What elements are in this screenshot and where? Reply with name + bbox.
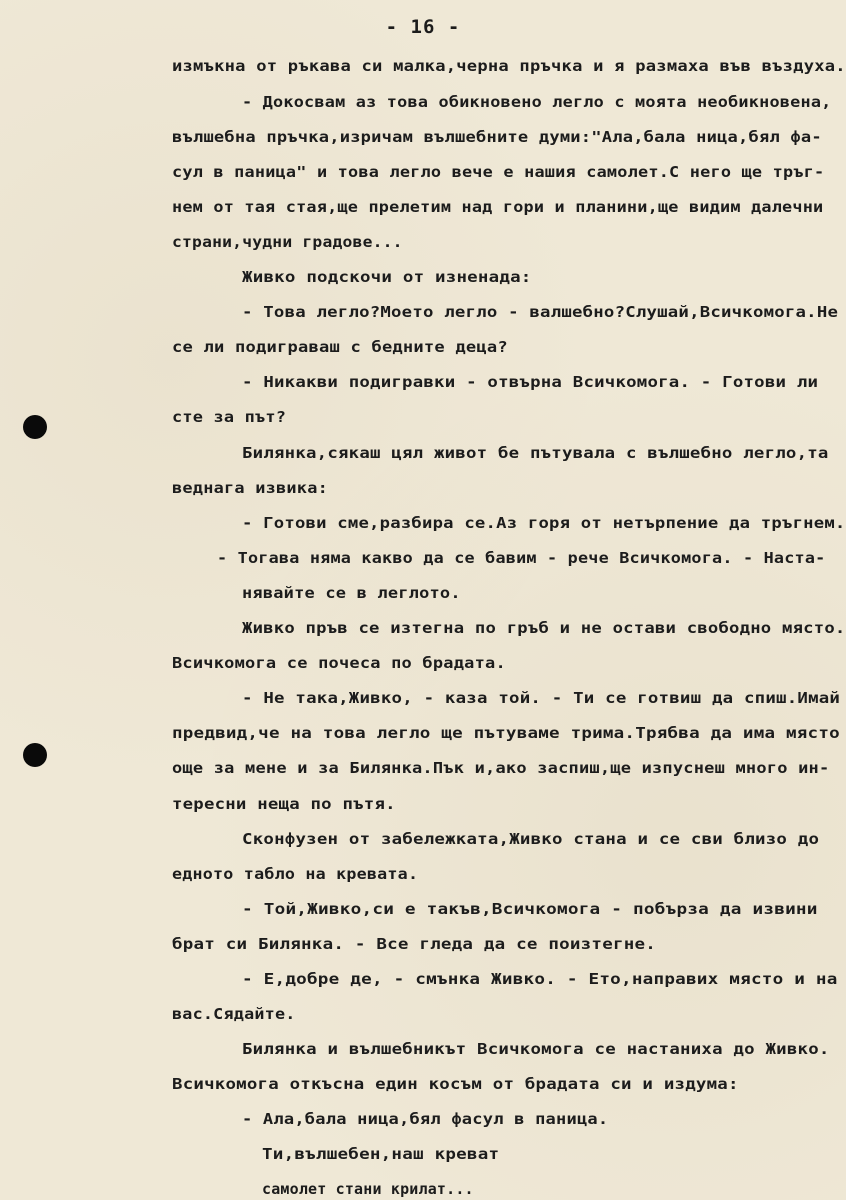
text-line: - Ала,бала ница,бял фасул в паница.: [242, 1110, 609, 1128]
text-line: Живко пръв се изтегна по гръб и не остави свободно място.: [242, 619, 846, 637]
text-line: Билянка и вълшебникът Всичкомога се настаниха до Живко.: [242, 1040, 830, 1058]
text-line: сте за път?: [172, 408, 287, 426]
text-line: Сконфузен от забележката,Живко стана и се сви близо до: [242, 830, 820, 848]
text-line: измъкна от ръкава си малка,черна пръчка и я размаха във въздуха.: [172, 57, 846, 75]
text-line: самолет стани крилат...: [262, 1180, 474, 1198]
text-line: - Никакви подигравки - отвърна Всичкомога. - Готови ли: [242, 373, 819, 391]
text-line: - Е,добре де, - смънка Живко. - Ето,направих място и на: [242, 970, 838, 988]
text-line: - Тогава няма какво да се бавим - рече Всичкомога. - Наста-: [217, 549, 826, 567]
text-line: сул в паница" и това легло вече е нашия самолет.С него ще тръг-: [172, 163, 825, 181]
text-line: Всичкомога откъсна един косъм от брадата си и издума:: [172, 1075, 739, 1093]
text-line: вас.Сядайте.: [172, 1005, 296, 1023]
text-line: - Той,Живко,си е такъв,Всичкомога - побърза да извини: [242, 900, 818, 918]
text-line: - Не така,Живко, - каза той. - Ти се готвиш да спиш.Имай: [242, 689, 841, 707]
text-line: нем от тая стая,ще прелетим над гори и планини,ще видим далечни: [172, 198, 824, 216]
text-line: Ти,вълшебен,наш креват: [262, 1145, 500, 1163]
text-line: предвид,че на това легло ще пътуваме трима.Трябва да има място: [172, 724, 840, 742]
text-line: брат си Билянка. - Все гледа да се поизтегне.: [172, 935, 656, 953]
text-line: Всичкомога се почеса по брадата.: [172, 654, 506, 672]
page-number: - 16 -: [385, 16, 461, 38]
punch-hole: [23, 743, 47, 767]
text-line: нявайте се в леглото.: [242, 584, 461, 602]
text-line: едното табло на кревата.: [172, 865, 419, 883]
text-line: - Докосвам аз това обикновено легло с моята необикновена,: [242, 93, 832, 111]
text-line: веднага извика:: [172, 479, 328, 497]
text-line: се ли подиграваш с бедните деца?: [172, 338, 508, 356]
text-line: - Това легло?Моето легло - валшебно?Слушай,Всичкомога.Не: [242, 303, 839, 321]
text-line: още за мене и за Билянка.Пък и,ако заспиш,ще изпуснеш много ин-: [172, 759, 830, 777]
text-line: - Готови сме,разбира се.Аз горя от нетърпение да тръгнем.: [242, 514, 846, 532]
text-line: Живко подскочи от изненада:: [242, 268, 532, 286]
text-line: вълшебна пръчка,изричам вълшебните думи:"Ала,бала ница,бял фа-: [172, 128, 822, 146]
text-line: тересни неща по пътя.: [172, 795, 396, 813]
punch-hole: [23, 415, 47, 439]
text-line: Билянка,сякаш цял живот бе пътувала с вълшебно легло,та: [242, 444, 829, 462]
text-line: страни,чудни градове...: [172, 233, 403, 251]
